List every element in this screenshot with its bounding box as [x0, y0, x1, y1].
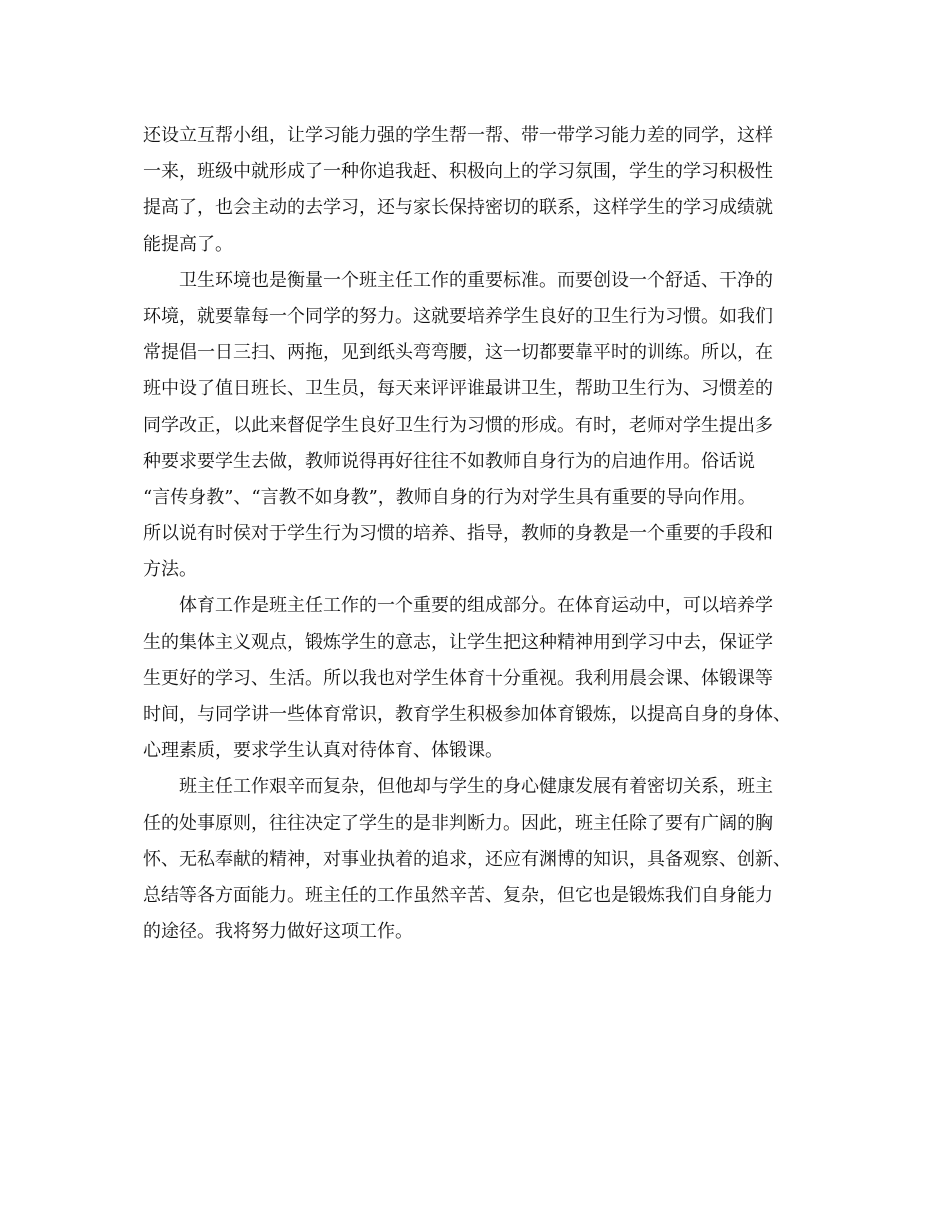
text-line: “言传身教”、“言教不如身教”，教师自身的行为对学生具有重要的导向作用。 — [143, 486, 756, 508]
text-line: 的途径。我将努力做好这项工作。 — [143, 921, 413, 943]
text-line: 种要求要学生去做，教师说得再好往往不如教师自身行为的启迪作用。俗话说 — [143, 450, 755, 472]
paragraph-start-line: 体育工作是班主任工作的一个重要的组成部分。在体育运动中，可以培养学 — [179, 595, 773, 617]
body-text — [143, 118, 808, 950]
text-line: 时间，与同学讲一些体育常识，教育学生积极参加体育锻炼，以提高自身的身体、 — [143, 704, 791, 725]
text-line: 生的集体主义观点，锻炼学生的意志，让学生把这种精神用到学习中去，保证学 — [143, 631, 773, 653]
text-line: 常提倡一日三扫、两拖，见到纸头弯弯腰，这一切都要靠平时的训练。所以，在 — [143, 342, 773, 364]
text-line: 还设立互帮小组，让学习能力强的学生帮一帮、带一带学习能力差的同学，这样 — [143, 125, 773, 146]
text-line: 心理素质，要求学生认真对待体育、体锻课。 — [143, 740, 503, 762]
text-line: 生更好的学习、生活。所以我也对学生体育十分重视。我利用晨会课、体锻课等 — [143, 667, 773, 689]
text-line: 方法。 — [143, 559, 197, 581]
text-line: 环境，就要靠每一个同学的努力。这就要培养学生良好的卫生行为习惯。如我们 — [143, 305, 773, 327]
paragraph-start-line: 班主任工作艰辛而复杂，但他却与学生的身心健康发展有着密切关系，班主 — [179, 776, 773, 798]
text-line: 总结等各方面能力。班主任的工作虽然辛苦、复杂，但它也是锻炼我们自身能力 — [143, 884, 773, 906]
text-line: 一来，班级中就形成了一种你追我赶、积极向上的学习氛围，学生的学习积极性 — [143, 161, 773, 183]
text-line: 班中设了值日班长、卫生员，每天来评评谁最讲卫生，帮助卫生行为、习惯差的 — [143, 378, 773, 400]
text-line: 能提高了。 — [143, 233, 233, 255]
text-line: 所以说有时侯对于学生行为习惯的培养、指导，教师的身教是一个重要的手段和 — [143, 523, 773, 545]
text-line: 怀、无私奉献的精神，对事业执着的追求，还应有渊博的知识，具备观察、创新、 — [143, 848, 791, 870]
text-line: 任的处事原则，往往决定了学生的是非判断力。因此，班主任除了要有广阔的胸 — [143, 812, 773, 834]
text-line: 同学改正，以此来督促学生良好卫生行为习惯的形成。有时，老师对学生提出多 — [143, 414, 773, 436]
text-line: 提高了，也会主动的去学习，还与家长保持密切的联系，这样学生的学习成绩就 — [143, 197, 773, 219]
paragraph-start-line: 卫生环境也是衡量一个班主任工作的重要标准。而要创设一个舒适、干净的 — [179, 269, 773, 291]
